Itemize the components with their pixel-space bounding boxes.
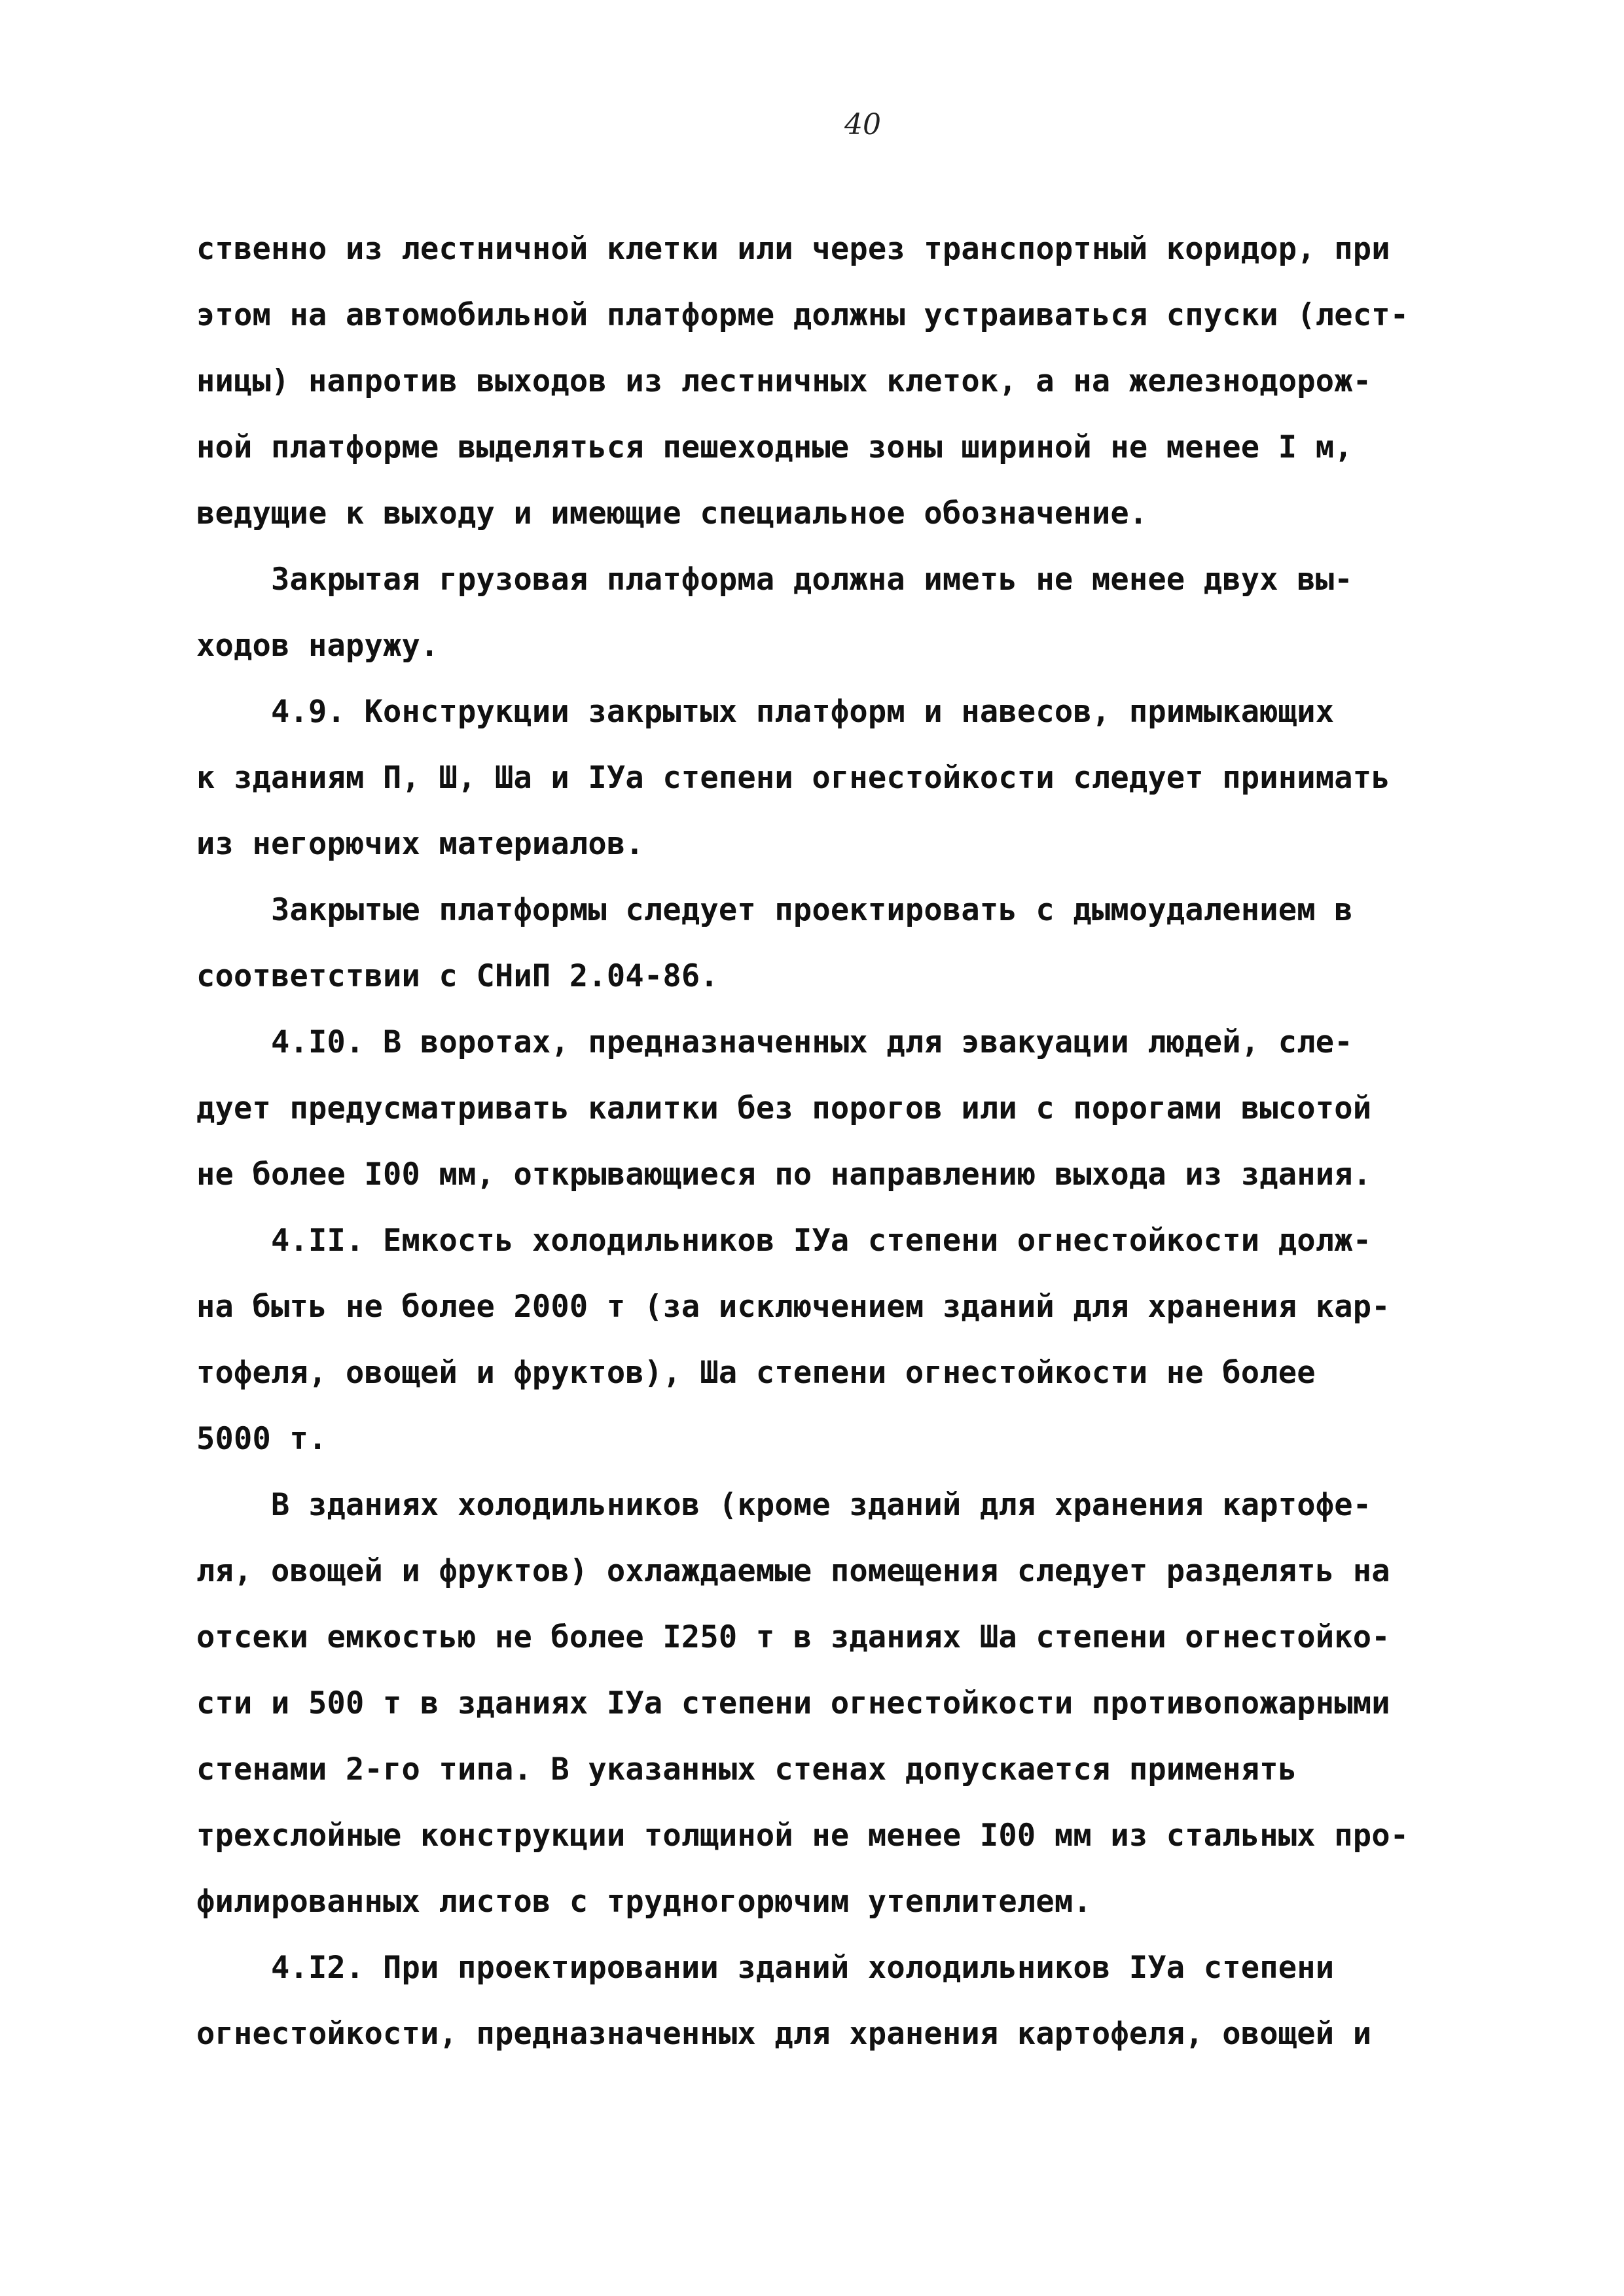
text-line: Закрытые платформы следует проектировать с дымоудалением в — [196, 892, 1353, 928]
text-line: соответствии с СНиП 2.04-86. — [196, 958, 719, 994]
text-line: ходов наружу. — [196, 628, 439, 664]
text-line: филированных листов с трудногорючим утеплителем. — [196, 1884, 1092, 1920]
text-line: сти и 500 т в зданиях IУa степени огнестойкости противопожарными — [196, 1685, 1390, 1721]
text-line: из негорючих материалов. — [196, 826, 644, 862]
text-line: тофеля, овощей и фруктов), Шa степени огнестойкости не более — [196, 1355, 1316, 1391]
text-line: 4.I0. В воротах, предназначенных для эвакуации людей, сле- — [196, 1024, 1353, 1060]
text-line: к зданиям П, Ш, Шa и IУa степени огнестойкости следует принимать — [196, 760, 1390, 796]
text-line: ведущие к выходу и имеющие специальное обозначение. — [196, 495, 1148, 531]
text-line: 4.I2. При проектировании зданий холодильников IУa степени — [196, 1950, 1335, 1986]
text-line: 5000 т. — [196, 1421, 327, 1457]
text-line: на быть не более 2000 т (за исключением зданий для хранения кар- — [196, 1289, 1390, 1325]
text-line: отсеки емкостью не более I250 т в зданиях Шa степени огнестойко- — [196, 1619, 1390, 1655]
text-line: ницы) напротив выходов из лестничных клеток, а на железнодорож- — [196, 363, 1372, 399]
text-line: 4.II. Емкость холодильников IУa степени огнестойкости долж- — [196, 1223, 1372, 1259]
text-line: дует предусматривать калитки без порогов или с порогами высотой — [196, 1090, 1372, 1126]
text-line: Закрытая грузовая платформа должна иметь не менее двух вы- — [196, 562, 1353, 598]
text-line: ственно из лестничной клетки или через транспортный коридор, при — [196, 231, 1390, 267]
text-line: не более I00 мм, открывающиеся по направлению выхода из здания. — [196, 1157, 1372, 1193]
text-line: ной платформе выделяться пешеходные зоны шириной не менее I м, — [196, 429, 1353, 465]
text-line: В зданиях холодильников (кроме зданий для хранения картофе- — [196, 1487, 1372, 1523]
body-text — [196, 216, 1532, 2067]
text-line: ля, овощей и фруктов) охлаждаемые помещения следует разделять на — [196, 1553, 1390, 1589]
text-line: огнестойкости, предназначенных для хранения картофеля, овощей и — [196, 2016, 1372, 2052]
page-number: 40 — [844, 108, 881, 141]
text-line: трехслойные конструкции толщиной не менее I00 мм из стальных про- — [196, 1818, 1409, 1854]
text-line: 4.9. Конструкции закрытых платформ и навесов, примыкающих — [196, 694, 1335, 730]
text-line: этом на автомобильной платформе должны устраиваться спуски (лест- — [196, 297, 1409, 333]
text-line: стенами 2-го типа. В указанных стенах допускается применять — [196, 1751, 1297, 1787]
